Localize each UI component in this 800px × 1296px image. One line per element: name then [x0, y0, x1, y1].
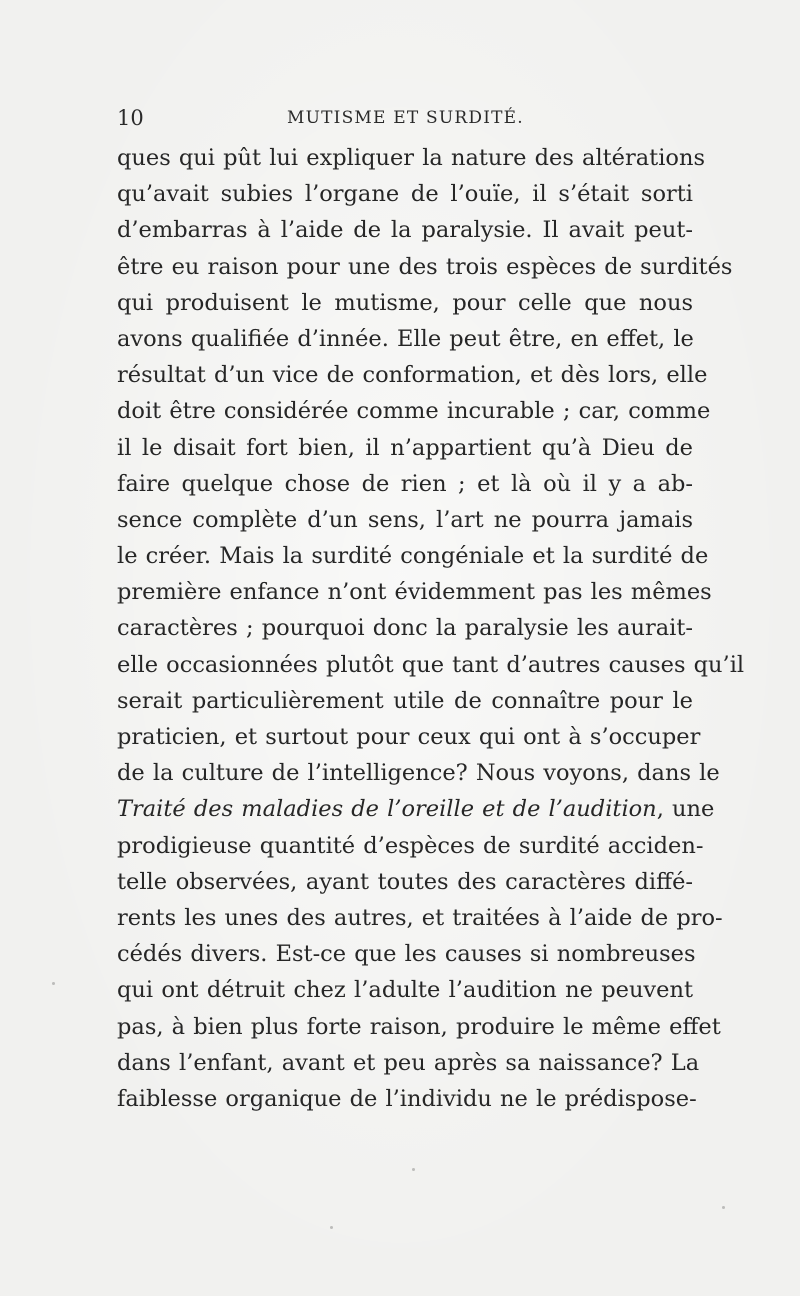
text-line: qui ont détruit chez l’adulte l’audition ne peuvent	[117, 977, 693, 1004]
text-line: d’embarras à l’aide de la paralysie. Il avait peut-	[117, 217, 693, 244]
paper-speck	[330, 1226, 333, 1229]
text-line: sence complète d’un sens, l’art ne pourra jamais	[117, 506, 693, 533]
text-line: de la culture de l’intelligence? Nous voyons, dans le	[117, 760, 720, 787]
text-line: doit être considérée comme incurable ; car, comme	[117, 398, 711, 425]
text-line: praticien, et surtout pour ceux qui ont à s’occuper	[117, 724, 701, 750]
text-line: serait particulièrement utile de connaître pour le	[117, 687, 693, 714]
text-line: résultat d’un vice de conformation, et dès lors, elle	[117, 362, 708, 389]
text-line-with-italic-title: Traité des maladies de l’oreille et de l’audition, une	[117, 796, 715, 823]
text-line: elle occasionnées plutôt que tant d’autres causes qu’il	[117, 651, 745, 678]
text-line: pas, à bien plus forte raison, produire le même effet	[117, 1013, 721, 1040]
running-head	[117, 104, 691, 134]
text-line: faire quelque chose de rien ; et là où il y a ab-	[117, 470, 693, 497]
paper-speck	[412, 1168, 415, 1171]
text-line: prodigieuse quantité d’espèces de surdité acciden-	[117, 832, 704, 859]
text-line: le créer. Mais la surdité congéniale et la surdité de	[117, 543, 709, 570]
text-line: telle observées, ayant toutes des caractères diffé-	[117, 868, 693, 895]
text-line: caractères ; pourquoi donc la paralysie les aurait-	[117, 615, 693, 642]
page-number: 10	[117, 106, 144, 130]
text-line: ques qui pût lui expliquer la nature des altérations	[117, 145, 705, 171]
text-line: avons qualifiée d’innée. Elle peut être, en effet, le	[117, 325, 694, 352]
running-title: MUTISME ET SURDITÉ.	[287, 108, 524, 128]
text-line: rents les unes des autres, et traitées à l’aide de pro-	[117, 904, 723, 931]
paper-speck	[722, 1206, 725, 1209]
text-line: il le disait fort bien, il n’appartient qu’à Dieu de	[117, 434, 693, 461]
text-line: dans l’enfant, avant et peu après sa naissance? La	[117, 1049, 700, 1076]
text-line: qu’avait subies l’organe de l’ouïe, il s’était sorti	[117, 181, 693, 208]
paper-speck	[52, 982, 55, 985]
text-line: faiblesse organique de l’individu ne le prédispose-	[117, 1085, 697, 1112]
text-line: qui produisent le mutisme, pour celle que nous	[117, 289, 693, 316]
text-line: être eu raison pour une des trois espèces de surdités	[117, 253, 733, 280]
text-line: première enfance n’ont évidemment pas les mêmes	[117, 579, 712, 606]
text-line: cédés divers. Est-ce que les causes si nombreuses	[117, 941, 696, 968]
body-text	[117, 140, 745, 1117]
italic-book-title: Traité des maladies de l’oreille et de l’audition	[117, 796, 657, 823]
